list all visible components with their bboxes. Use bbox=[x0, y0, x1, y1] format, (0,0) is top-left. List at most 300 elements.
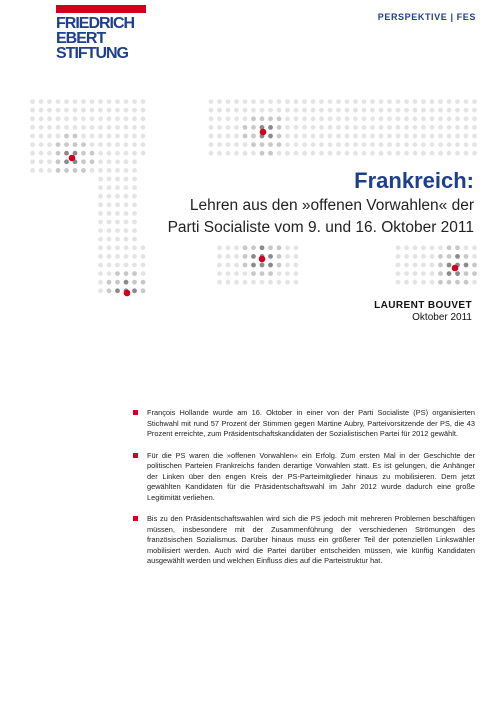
map-dot bbox=[141, 151, 146, 156]
map-dot bbox=[319, 142, 324, 147]
map-dot bbox=[107, 254, 112, 259]
map-dot bbox=[107, 271, 112, 276]
map-dot bbox=[141, 134, 146, 139]
map-dot bbox=[421, 271, 426, 276]
map-dot bbox=[455, 245, 460, 250]
map-dot bbox=[421, 125, 426, 130]
map-dot bbox=[124, 142, 129, 147]
map-dot bbox=[370, 142, 375, 147]
map-dot bbox=[421, 263, 426, 268]
map-dot bbox=[209, 142, 214, 147]
map-highlight-dot bbox=[452, 265, 459, 272]
map-dot bbox=[98, 254, 103, 259]
map-dot bbox=[319, 116, 324, 121]
map-dot bbox=[64, 108, 69, 113]
map-dot bbox=[90, 151, 95, 156]
map-dot bbox=[387, 125, 392, 130]
map-highlight-dot bbox=[260, 129, 267, 136]
map-dot bbox=[311, 142, 316, 147]
map-dot bbox=[464, 125, 469, 130]
map-dot bbox=[132, 185, 137, 190]
map-dot bbox=[379, 134, 384, 139]
map-dot bbox=[404, 108, 409, 113]
map-dot bbox=[30, 125, 35, 130]
map-dot bbox=[311, 116, 316, 121]
map-dot bbox=[124, 263, 129, 268]
map-dot bbox=[132, 108, 137, 113]
map-dot bbox=[243, 116, 248, 121]
bullet-text: Bis zu den Präsidentschaftswahlen wird sich die PS jedoch mit mehreren Problemen beschäftigen müssen, insbesondere mit der Zusammenführung der verschiedenen Strömungen des französischen Sozialismus. Darüber hinaus muss ein größerer Teil der potenziellen Linkswähler mobilisiert werden. Auch wird die Partei darüber entscheiden müssen, wie künftig Kandidaten ausgewählt werden und welchen Einfluss dies auf die Parteistruktur hat. bbox=[147, 514, 475, 565]
map-dot bbox=[243, 263, 248, 268]
map-dot bbox=[387, 134, 392, 139]
map-dot bbox=[277, 280, 282, 285]
map-dot bbox=[421, 99, 426, 104]
map-dot bbox=[472, 108, 477, 113]
map-dot bbox=[353, 134, 358, 139]
map-dot bbox=[268, 125, 273, 130]
map-dot bbox=[379, 116, 384, 121]
map-dot bbox=[209, 125, 214, 130]
map-dot bbox=[447, 263, 452, 268]
map-dot bbox=[226, 263, 231, 268]
map-dot bbox=[30, 168, 35, 173]
map-dot bbox=[30, 142, 35, 147]
map-highlight-dot bbox=[259, 256, 266, 263]
map-dot bbox=[56, 116, 61, 121]
map-dot bbox=[379, 151, 384, 156]
map-dot bbox=[217, 271, 222, 276]
map-dot bbox=[328, 108, 333, 113]
map-dot bbox=[56, 168, 61, 173]
map-dot bbox=[234, 134, 239, 139]
map-dot bbox=[447, 125, 452, 130]
map-dot bbox=[370, 116, 375, 121]
map-dot bbox=[268, 263, 273, 268]
map-dot bbox=[217, 134, 222, 139]
map-dot bbox=[413, 108, 418, 113]
list-item bbox=[133, 451, 475, 504]
map-dot bbox=[430, 108, 435, 113]
map-dot bbox=[472, 271, 477, 276]
map-dot bbox=[396, 254, 401, 259]
map-dot bbox=[302, 151, 307, 156]
map-dot bbox=[404, 151, 409, 156]
map-dot bbox=[209, 134, 214, 139]
map-dot bbox=[251, 151, 256, 156]
map-dot bbox=[98, 159, 103, 164]
map-dot bbox=[132, 151, 137, 156]
map-dot bbox=[226, 280, 231, 285]
map-dot bbox=[47, 116, 52, 121]
map-dot bbox=[413, 99, 418, 104]
bullet-text: Für die PS waren die »offenen Vorwahlen« ein Erfolg. Zum ersten Mal in der Geschichte der politischen Parteien Frankreichs fanden derartige Vorwahlen statt. Es ist gelungen, die Anhänger der Linken über den engen Kreis der PS-Parteimitglieder hinaus zu mobilisieren. Dem jetzt gewählten Kandidaten für die Präsidentschaftswahl im Jahr 2012 wurde dadurch eine große Legitimität verliehen. bbox=[147, 450, 475, 502]
map-dot bbox=[285, 263, 290, 268]
map-dot bbox=[413, 151, 418, 156]
map-dot bbox=[277, 263, 282, 268]
map-dot bbox=[319, 108, 324, 113]
map-dot bbox=[268, 271, 273, 276]
map-dot bbox=[370, 108, 375, 113]
bullet-text: François Hollande wurde am 16. Oktober in einer von der Parti Socialiste (PS) organisierten Stichwahl mit rund 57 Prozent der Stimmen gegen Martine Aubry, Parteivorsitzende der PS, die 43 Prozent erreichte, zum Präsidentschaftskandidaten der Sozialistischen Partei für 2012 gewählt. bbox=[147, 408, 475, 438]
map-dot bbox=[294, 245, 299, 250]
map-dot bbox=[430, 99, 435, 104]
map-dot bbox=[268, 142, 273, 147]
map-dot bbox=[132, 245, 137, 250]
map-dot bbox=[251, 134, 256, 139]
map-dot bbox=[438, 280, 443, 285]
map-dot bbox=[132, 263, 137, 268]
map-dot bbox=[438, 134, 443, 139]
map-dot bbox=[464, 134, 469, 139]
map-dot bbox=[260, 108, 265, 113]
subtitle-line-2: Parti Socialiste vom 9. und 16. Oktober 2011 bbox=[167, 219, 474, 236]
map-dot bbox=[447, 254, 452, 259]
map-dot bbox=[396, 151, 401, 156]
map-dot bbox=[294, 142, 299, 147]
map-dot bbox=[124, 185, 129, 190]
map-dot bbox=[132, 168, 137, 173]
map-dot bbox=[472, 142, 477, 147]
map-dot bbox=[132, 177, 137, 182]
map-dot bbox=[64, 168, 69, 173]
map-dot bbox=[115, 263, 120, 268]
map-dot bbox=[73, 108, 78, 113]
map-dot bbox=[234, 116, 239, 121]
page-subtitle bbox=[94, 195, 474, 239]
map-dot bbox=[277, 142, 282, 147]
map-dot bbox=[387, 108, 392, 113]
map-dot bbox=[430, 271, 435, 276]
map-dot bbox=[47, 159, 52, 164]
map-dot bbox=[396, 116, 401, 121]
page-title: Frankreich: bbox=[354, 168, 474, 193]
map-dot bbox=[421, 116, 426, 121]
map-dot bbox=[362, 116, 367, 121]
map-dot bbox=[285, 99, 290, 104]
map-dot bbox=[455, 125, 460, 130]
map-dot bbox=[464, 263, 469, 268]
map-dot bbox=[455, 151, 460, 156]
map-dot bbox=[251, 99, 256, 104]
map-dot bbox=[141, 142, 146, 147]
fes-logo bbox=[56, 5, 146, 61]
map-highlight-dot bbox=[124, 290, 131, 297]
map-dot bbox=[226, 116, 231, 121]
map-dot bbox=[132, 271, 137, 276]
map-dot bbox=[30, 116, 35, 121]
map-dot bbox=[404, 271, 409, 276]
map-dot bbox=[404, 116, 409, 121]
map-dot bbox=[328, 116, 333, 121]
map-dot bbox=[438, 125, 443, 130]
map-dot bbox=[472, 125, 477, 130]
map-dot bbox=[294, 99, 299, 104]
map-dot bbox=[217, 151, 222, 156]
map-dot bbox=[430, 116, 435, 121]
map-dot bbox=[438, 245, 443, 250]
author-name: LAURENT BOUVET bbox=[374, 300, 472, 311]
logo-red-bar bbox=[56, 5, 146, 13]
map-dot bbox=[132, 288, 137, 293]
map-dot bbox=[328, 142, 333, 147]
map-dot bbox=[107, 245, 112, 250]
map-dot bbox=[217, 280, 222, 285]
map-dot bbox=[81, 159, 86, 164]
map-dot bbox=[268, 99, 273, 104]
map-dot bbox=[362, 134, 367, 139]
map-dot bbox=[438, 116, 443, 121]
bullet-square-icon bbox=[133, 453, 138, 458]
map-dot bbox=[336, 134, 341, 139]
map-dot bbox=[328, 99, 333, 104]
map-dot bbox=[294, 280, 299, 285]
map-dot bbox=[98, 151, 103, 156]
map-dot bbox=[413, 271, 418, 276]
map-dot bbox=[260, 245, 265, 250]
map-dot bbox=[345, 134, 350, 139]
map-dot bbox=[472, 134, 477, 139]
map-dot bbox=[64, 159, 69, 164]
map-dot bbox=[353, 125, 358, 130]
map-dot bbox=[387, 116, 392, 121]
map-dot bbox=[56, 134, 61, 139]
map-dot bbox=[413, 245, 418, 250]
map-dot bbox=[396, 263, 401, 268]
map-dot bbox=[217, 108, 222, 113]
map-dot bbox=[98, 288, 103, 293]
map-dot bbox=[124, 116, 129, 121]
map-dot bbox=[39, 99, 44, 104]
map-dot bbox=[277, 125, 282, 130]
map-dot bbox=[209, 99, 214, 104]
map-dot bbox=[438, 271, 443, 276]
map-dot bbox=[438, 99, 443, 104]
map-dot bbox=[115, 168, 120, 173]
map-dot bbox=[430, 254, 435, 259]
map-dot bbox=[319, 99, 324, 104]
map-dot bbox=[73, 151, 78, 156]
map-dot bbox=[124, 125, 129, 130]
map-dot bbox=[387, 151, 392, 156]
map-dot bbox=[107, 99, 112, 104]
map-dot bbox=[251, 263, 256, 268]
map-dot bbox=[234, 99, 239, 104]
map-dot bbox=[353, 151, 358, 156]
map-dot bbox=[251, 254, 256, 259]
map-dot bbox=[107, 168, 112, 173]
map-dot bbox=[362, 142, 367, 147]
map-dot bbox=[464, 116, 469, 121]
map-dot bbox=[311, 134, 316, 139]
map-dot bbox=[107, 151, 112, 156]
map-dot bbox=[336, 116, 341, 121]
map-dot bbox=[243, 99, 248, 104]
map-dot bbox=[260, 263, 265, 268]
map-dot bbox=[413, 280, 418, 285]
map-dot bbox=[396, 134, 401, 139]
map-dot bbox=[336, 125, 341, 130]
map-dot bbox=[447, 99, 452, 104]
list-item bbox=[133, 514, 475, 567]
map-dot bbox=[90, 108, 95, 113]
map-dot bbox=[98, 99, 103, 104]
map-dot bbox=[124, 168, 129, 173]
map-dot bbox=[319, 134, 324, 139]
map-dot bbox=[455, 99, 460, 104]
map-dot bbox=[379, 142, 384, 147]
map-dot bbox=[56, 125, 61, 130]
map-dot bbox=[455, 254, 460, 259]
map-dot bbox=[39, 168, 44, 173]
map-dot bbox=[115, 177, 120, 182]
map-dot bbox=[56, 108, 61, 113]
map-dot bbox=[243, 245, 248, 250]
bullet-square-icon bbox=[133, 516, 138, 521]
map-dot bbox=[141, 263, 146, 268]
map-dot bbox=[209, 116, 214, 121]
map-dot bbox=[421, 151, 426, 156]
map-dot bbox=[124, 108, 129, 113]
map-dot bbox=[370, 125, 375, 130]
map-dot bbox=[30, 134, 35, 139]
map-dot bbox=[311, 125, 316, 130]
map-dot bbox=[464, 271, 469, 276]
map-dot bbox=[387, 142, 392, 147]
map-dot bbox=[268, 134, 273, 139]
map-dot bbox=[328, 125, 333, 130]
map-dot bbox=[311, 99, 316, 104]
map-dot bbox=[285, 271, 290, 276]
map-dot bbox=[124, 177, 129, 182]
map-dot bbox=[285, 116, 290, 121]
map-dot bbox=[90, 116, 95, 121]
map-dot bbox=[73, 116, 78, 121]
map-dot bbox=[413, 142, 418, 147]
map-dot bbox=[294, 134, 299, 139]
map-dot bbox=[464, 245, 469, 250]
map-dot bbox=[226, 151, 231, 156]
map-dot bbox=[251, 108, 256, 113]
map-dot bbox=[132, 254, 137, 259]
map-dot bbox=[260, 280, 265, 285]
map-dot bbox=[73, 134, 78, 139]
map-dot bbox=[319, 151, 324, 156]
map-dot bbox=[47, 151, 52, 156]
map-dot bbox=[285, 134, 290, 139]
map-dot bbox=[353, 99, 358, 104]
map-dot bbox=[455, 280, 460, 285]
map-dot bbox=[30, 108, 35, 113]
map-dot bbox=[447, 134, 452, 139]
map-dot bbox=[362, 151, 367, 156]
map-dot bbox=[438, 142, 443, 147]
map-dot bbox=[115, 134, 120, 139]
map-dot bbox=[447, 108, 452, 113]
map-dot bbox=[285, 142, 290, 147]
subtitle-line-1: Lehren aus den »offenen Vorwahlen« der bbox=[189, 197, 474, 214]
map-dot bbox=[404, 142, 409, 147]
map-dot bbox=[260, 151, 265, 156]
map-dot bbox=[285, 280, 290, 285]
map-dot bbox=[311, 108, 316, 113]
map-dot bbox=[243, 142, 248, 147]
map-dot bbox=[81, 108, 86, 113]
map-dot bbox=[472, 99, 477, 104]
map-dot bbox=[81, 168, 86, 173]
map-dot bbox=[243, 108, 248, 113]
map-dot bbox=[464, 151, 469, 156]
map-dot bbox=[447, 280, 452, 285]
map-dot bbox=[328, 134, 333, 139]
map-dot bbox=[404, 280, 409, 285]
map-dot bbox=[413, 254, 418, 259]
map-dot bbox=[90, 125, 95, 130]
map-dot bbox=[30, 159, 35, 164]
logo-line-3: STIFTUNG bbox=[56, 45, 128, 62]
map-dot bbox=[243, 134, 248, 139]
map-dot bbox=[243, 125, 248, 130]
map-dot bbox=[362, 99, 367, 104]
map-dot bbox=[370, 151, 375, 156]
map-dot bbox=[302, 142, 307, 147]
map-dot bbox=[64, 116, 69, 121]
map-dot bbox=[396, 142, 401, 147]
map-dot bbox=[285, 125, 290, 130]
map-dot bbox=[98, 177, 103, 182]
map-dot bbox=[277, 271, 282, 276]
map-dot bbox=[302, 116, 307, 121]
map-dot bbox=[124, 280, 129, 285]
map-dot bbox=[64, 142, 69, 147]
map-dot bbox=[302, 125, 307, 130]
map-dot bbox=[294, 108, 299, 113]
map-dot bbox=[472, 263, 477, 268]
summary-bullets bbox=[133, 408, 475, 578]
map-dot bbox=[141, 99, 146, 104]
map-dot bbox=[345, 108, 350, 113]
map-dot bbox=[472, 254, 477, 259]
map-dot bbox=[311, 151, 316, 156]
map-dot bbox=[73, 142, 78, 147]
map-dot bbox=[98, 108, 103, 113]
map-dot bbox=[370, 99, 375, 104]
map-dot bbox=[115, 142, 120, 147]
map-dot bbox=[98, 271, 103, 276]
map-dot bbox=[56, 159, 61, 164]
map-dot bbox=[124, 99, 129, 104]
map-dot bbox=[234, 142, 239, 147]
map-dot bbox=[260, 116, 265, 121]
map-dot bbox=[73, 125, 78, 130]
map-dot bbox=[345, 125, 350, 130]
map-dot bbox=[447, 245, 452, 250]
map-dot bbox=[336, 99, 341, 104]
map-dot bbox=[472, 245, 477, 250]
map-dot bbox=[277, 151, 282, 156]
map-dot bbox=[447, 116, 452, 121]
map-dot bbox=[73, 168, 78, 173]
map-dot bbox=[430, 151, 435, 156]
map-dot bbox=[98, 134, 103, 139]
map-dot bbox=[132, 159, 137, 164]
map-dot bbox=[370, 134, 375, 139]
map-dot bbox=[98, 263, 103, 268]
map-dot bbox=[115, 280, 120, 285]
map-dot bbox=[353, 116, 358, 121]
map-dot bbox=[396, 99, 401, 104]
map-dot bbox=[421, 134, 426, 139]
map-dot bbox=[277, 254, 282, 259]
